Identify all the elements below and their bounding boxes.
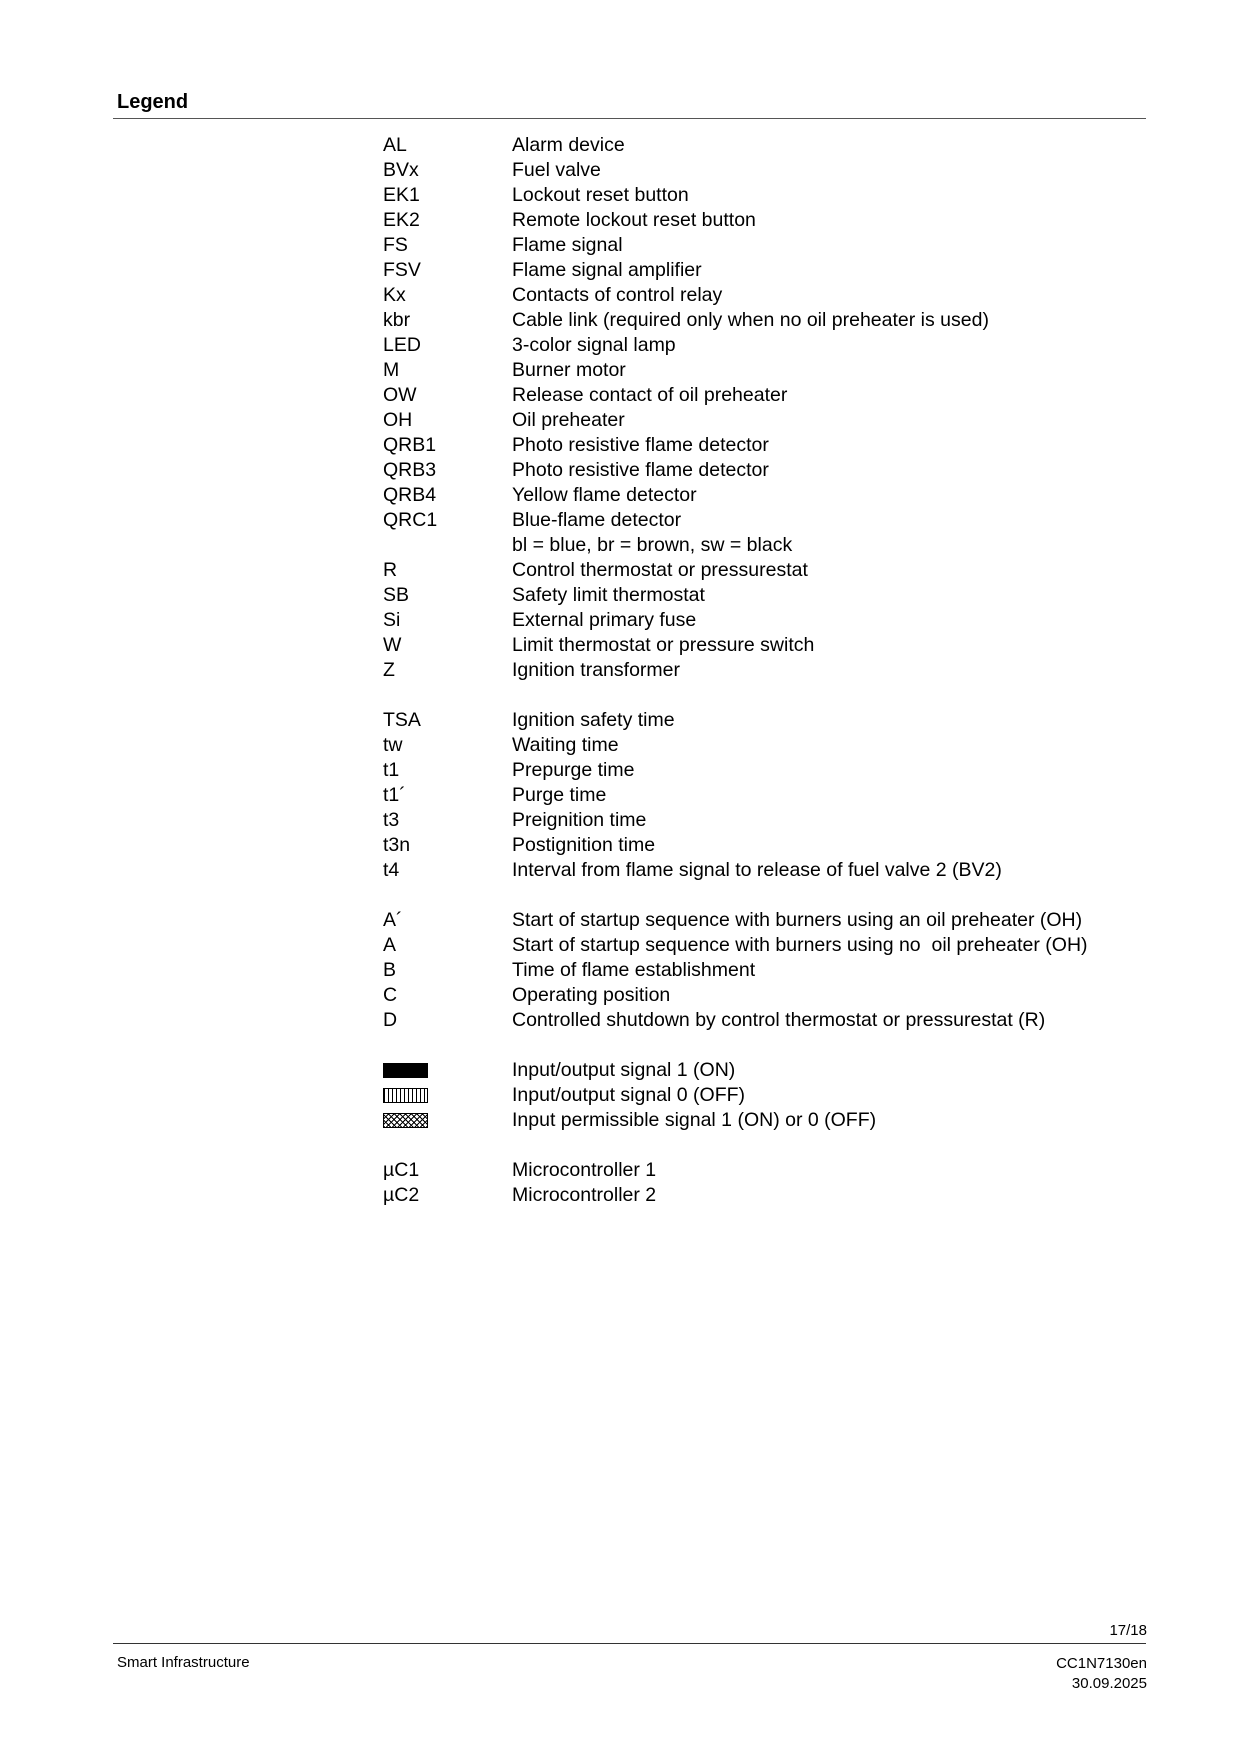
legend-description: Photo resistive flame detector (512, 459, 769, 481)
footer-rule (113, 1643, 1146, 1644)
signal-description: Input/output signal 0 (OFF) (512, 1084, 746, 1106)
legend-description: Purge time (512, 784, 607, 806)
legend-abbreviation: W (383, 634, 402, 656)
legend-abbreviation: Kx (383, 284, 406, 306)
legend-abbreviation (383, 533, 512, 558)
legend-abbreviation: SB (383, 584, 410, 606)
legend-description: Preignition time (512, 809, 647, 831)
signal-symbol-cell (383, 1058, 512, 1083)
legend-row (383, 808, 1088, 833)
legend-description: Time of flame establishment (512, 959, 756, 981)
legend-description: Safety limit thermostat (512, 584, 705, 606)
legend-description: Lockout reset button (512, 184, 689, 206)
signal-legend-row (383, 1083, 1088, 1108)
legend-abbreviation: TSA (383, 709, 421, 731)
legend-abbreviation: Z (383, 659, 395, 681)
legend-abbreviation: t4 (383, 859, 400, 881)
legend-row (383, 508, 1088, 533)
legend-description: Start of startup sequence with burners using no oil preheater (OH) (512, 934, 1088, 956)
legend-row (383, 333, 1088, 358)
legend-description: Start of startup sequence with burners using an oil preheater (OH) (512, 909, 1083, 931)
legend-abbreviation: kbr (383, 309, 411, 331)
legend-abbreviation: EK2 (383, 209, 420, 231)
signal-description: Input permissible signal 1 (ON) or 0 (OFF) (512, 1109, 877, 1131)
legend-description: Flame signal amplifier (512, 259, 702, 281)
legend-description: Contacts of control relay (512, 284, 723, 306)
legend-abbreviation: QRB3 (383, 459, 437, 481)
legend-abbreviation: LED (383, 334, 421, 356)
legend-abbreviation: t1 (383, 759, 400, 781)
page-heading: Legend (117, 91, 189, 113)
legend-description: Yellow flame detector (512, 484, 697, 506)
legend-row (383, 708, 1088, 733)
signal-symbol-cell (383, 1108, 512, 1133)
legend-row (383, 258, 1088, 283)
legend-description: Alarm device (512, 134, 625, 156)
legend-row (383, 933, 1088, 958)
legend-abbreviation: OH (383, 409, 413, 431)
legend-row (383, 458, 1088, 483)
signal-symbol-cell (383, 1083, 512, 1108)
legend-row (383, 633, 1088, 658)
signal-description: Input/output signal 1 (ON) (512, 1059, 736, 1081)
legend-abbreviation: C (383, 984, 398, 1006)
solid-black-box-icon (383, 1063, 428, 1078)
legend-description: Cable link (required only when no oil preheater is used) (512, 309, 989, 331)
legend-row (383, 1008, 1088, 1033)
legend-description: Oil preheater (512, 409, 625, 431)
footer-doc-info (1056, 1654, 1147, 1694)
legend-row (383, 558, 1088, 583)
legend-row (383, 383, 1088, 408)
legend-description: Operating position (512, 984, 671, 1006)
legend-abbreviation: R (383, 559, 398, 581)
legend-row (383, 983, 1088, 1008)
legend-row (383, 358, 1088, 383)
legend-row (383, 958, 1088, 983)
legend-description: Waiting time (512, 734, 619, 756)
legend-row (383, 608, 1088, 633)
legend-abbreviation: AL (383, 134, 407, 156)
footer-date: 30.09.2025 (1071, 1675, 1147, 1692)
legend-description: Control thermostat or pressurestat (512, 559, 808, 581)
heading-rule (113, 118, 1146, 119)
legend-abbreviation: Si (383, 609, 401, 631)
crosshatched-box-icon (383, 1113, 428, 1128)
legend-abbreviation: t3n (383, 834, 411, 856)
legend-description: Microcontroller 2 (512, 1184, 657, 1206)
legend-row (383, 733, 1088, 758)
legend-abbreviation: t3 (383, 809, 400, 831)
legend-abbreviation: FS (383, 234, 408, 256)
legend-description: Flame signal (512, 234, 623, 256)
legend-abbreviation: QRC1 (383, 509, 438, 531)
footer-doc-id: CC1N7130en (1056, 1655, 1147, 1672)
legend-description: Limit thermostat or pressure switch (512, 634, 815, 656)
legend-abbreviation: QRB4 (383, 484, 437, 506)
legend-row (383, 483, 1088, 508)
legend-row (383, 208, 1088, 233)
signal-legend-row (383, 1108, 1088, 1133)
legend-abbreviation: QRB1 (383, 434, 437, 456)
legend-abbreviation: B (383, 959, 397, 981)
legend-abbreviation: M (383, 359, 400, 381)
legend-abbreviation: D (383, 1009, 398, 1031)
legend-abbreviation: BVx (383, 159, 419, 181)
legend-row (383, 408, 1088, 433)
legend-abbreviation: µC1 (383, 1159, 420, 1181)
legend-row (383, 658, 1088, 683)
legend-description: Photo resistive flame detector (512, 434, 769, 456)
legend-row (383, 158, 1088, 183)
legend-row (383, 833, 1088, 858)
legend-row (383, 183, 1088, 208)
legend-row (383, 533, 1088, 558)
legend-description: External primary fuse (512, 609, 697, 631)
legend-description: Postignition time (512, 834, 656, 856)
legend-abbreviation: t1´ (383, 784, 406, 806)
legend-row (383, 433, 1088, 458)
legend-description: Interval from flame signal to release of fuel valve 2 (BV2) (512, 859, 1002, 881)
legend-abbreviation: tw (383, 734, 403, 756)
legend-abbreviation: A (383, 934, 397, 956)
legend-description: 3-color signal lamp (512, 334, 676, 356)
legend-row (383, 308, 1088, 333)
legend-row (383, 233, 1088, 258)
page-number: 17/18 (1109, 1622, 1147, 1639)
legend-row (383, 1183, 1088, 1208)
legend-description: Burner motor (512, 359, 626, 381)
legend-description: Remote lockout reset button (512, 209, 756, 231)
legend-description: Microcontroller 1 (512, 1159, 657, 1181)
legend-description: Ignition transformer (512, 659, 680, 681)
legend-row (383, 858, 1088, 883)
legend-row (383, 283, 1088, 308)
legend-description: Controlled shutdown by control thermostat or pressurestat (R) (512, 1009, 1046, 1031)
legend-abbreviation: EK1 (383, 184, 420, 206)
legend-row (383, 908, 1088, 933)
legend-abbreviation: A´ (383, 909, 403, 931)
legend-description: Ignition safety time (512, 709, 675, 731)
vertical-hatched-box-icon (383, 1088, 428, 1103)
legend-row (383, 133, 1088, 158)
legend-row (383, 583, 1088, 608)
legend-description: Release contact of oil preheater (512, 384, 788, 406)
legend-list (383, 133, 1088, 1208)
legend-description: Fuel valve (512, 159, 601, 181)
legend-row (383, 1158, 1088, 1183)
legend-description: Prepurge time (512, 759, 635, 781)
footer-company: Smart Infrastructure (117, 1654, 250, 1671)
legend-abbreviation: FSV (383, 259, 421, 281)
signal-legend-row (383, 1058, 1088, 1083)
legend-description: bl = blue, br = brown, sw = black (512, 534, 793, 556)
legend-row (383, 758, 1088, 783)
legend-abbreviation: OW (383, 384, 417, 406)
legend-abbreviation: µC2 (383, 1184, 420, 1206)
legend-row (383, 783, 1088, 808)
legend-description: Blue-flame detector (512, 509, 682, 531)
